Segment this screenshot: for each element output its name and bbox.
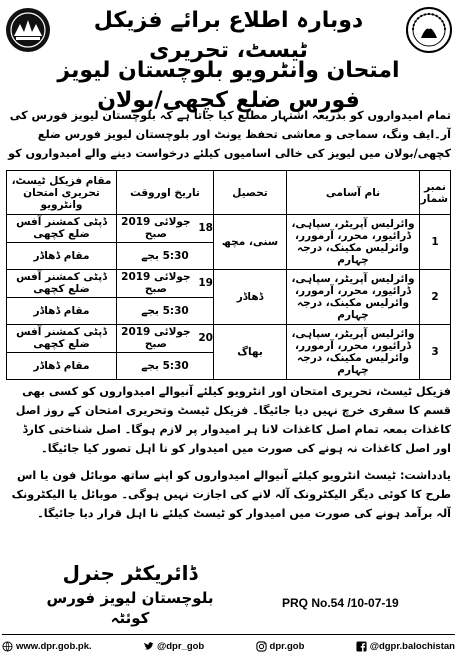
header-venue: مقام فزیکل ٹیسٹ، تحریری امتحان وانٹرویو [7, 171, 117, 215]
row-date [117, 215, 214, 270]
row-venue [7, 215, 117, 270]
date-day: 20 [198, 332, 213, 345]
venue-bottom: مقام ڈھاڈر [7, 352, 116, 380]
instagram-icon [256, 641, 267, 652]
facebook-icon [356, 641, 367, 652]
levies-emblem-icon [4, 6, 52, 54]
footer-website-text: www.dpr.gob.pk. [16, 640, 92, 652]
row-tehsil: بھاگ [214, 325, 287, 380]
globe-icon [2, 641, 13, 652]
row-number: 3 [420, 325, 451, 380]
reminder-paragraph: یادداشت: ٹیسٹ انٹرویو کیلئے آنیوالے امیدواروں کو اپنے ساتھ موبائل فون یا اس طرح کا کوئی دیگر الیکٹرونک آلہ لانے کی اجازت نہیں ہوگی۔ موبائل یا الیکٹرونک آلہ برآمد ہونے کی صورت میں امیدوار کو ٹیسٹ کیلئے نا اہل قرار دیا جائیگا۔ [11, 469, 451, 520]
heading-line1: دوبارہ اطلاع برائے فزیکل ٹیسٹ، تحریری [93, 8, 364, 63]
row-post: وائرلیس آپریٹر، سپاہی، ڈرائیور، محرر، آرمورر، وائرلیس مکینک، درجہ چہارم [287, 215, 420, 270]
date-rest: جولائی 2019 صبح [121, 326, 191, 351]
row-tehsil: سنی، مچھ [214, 215, 287, 270]
row-date [117, 270, 214, 325]
footer-twitter[interactable] [143, 641, 204, 652]
intro-paragraph: تمام امیدواروں کو بذریعہ اشتہار مطلع کیا جاتا ہے کہ بلوچستان لیویز فورس کی آر۔ایف ونگ، سماجی و معاشی تحفظ یونٹ اور بلوچستان لیویز فورس ضلع کچھی/بولان میں لیویز کی خالی اسامیوں کیلئے درخواست دینے والے امیدواروں کو [8, 109, 451, 160]
row-number: 2 [420, 270, 451, 325]
header-tehsil: تحصیل [214, 171, 287, 215]
footer-twitter-text: @dpr_gob [156, 640, 205, 652]
row-tehsil: ڈھاڈر [214, 270, 287, 325]
prq-number: PRQ No.54 /10-07-19 [282, 596, 399, 610]
header-post: نام آسامی [287, 171, 420, 215]
date-time: 5:30 بجے [117, 297, 213, 325]
row-venue [7, 325, 117, 380]
venue-bottom: مقام ڈھاڈر [7, 297, 116, 325]
table-row [7, 270, 451, 325]
date-rest: جولائی 2019 صبح [121, 271, 191, 296]
venue-top: ڈپٹی کمشنر آفس ضلع کچھی [16, 216, 107, 241]
date-rest: جولائی 2019 صبح [121, 216, 191, 241]
row-post: وائرلیس آپریٹر، سپاہی، ڈرائیور، محرر، آرمورر، وائرلیس مکینک، درجہ چہارم [287, 270, 420, 325]
row-number: 1 [420, 215, 451, 270]
footer-facebook[interactable] [356, 641, 455, 652]
header [0, 0, 457, 113]
twitter-icon [143, 641, 154, 652]
signature-organization: بلوچستان لیویز فورس کوئٹہ [46, 589, 214, 627]
header-date: تاریخ اوروقت [117, 171, 214, 215]
government-seal-icon [405, 6, 453, 54]
schedule-table [6, 170, 451, 380]
table-row [7, 215, 451, 270]
venue-top: ڈپٹی کمشنر آفس ضلع کچھی [16, 271, 107, 296]
date-time: 5:30 بجے [117, 242, 213, 270]
venue-bottom: مقام ڈھاڈر [7, 242, 116, 270]
footer [2, 634, 455, 657]
footer-facebook-text: @dgpr.balochistan [369, 640, 455, 652]
row-date [117, 325, 214, 380]
heading-line2: امتحان وانٹرویو بلوچستان لیویز فورس ضلع کچھی/بولان [57, 58, 400, 113]
row-post: وائرلیس آپریٹر، سپاہی، ڈرائیور، محرر، آرمورر، وائرلیس مکینک، درجہ چہارم [287, 325, 420, 380]
venue-top: ڈپٹی کمشنر آفس ضلع کچھی [16, 326, 107, 351]
signature-title: ڈائریکٹر جنرل [62, 561, 198, 585]
date-day: 18 [198, 222, 213, 235]
header-number: نمبر شمار [420, 171, 451, 215]
footer-instagram[interactable] [256, 641, 305, 652]
row-venue [7, 270, 117, 325]
table-row [7, 325, 451, 380]
table-header-row [7, 171, 451, 215]
conditions-paragraph: فزیکل ٹیسٹ، تحریری امتحان اور انٹرویو کیلئے آنیوالے امیدواروں کو کسی بھی قسم کا سفری خرچ نہیں دیا جائیگا۔ فزیکل ٹیسٹ وتحریری امتحان کے روز اصل کاغذات بمعہ تمام اصل کاغذات لانا ہر امیدوار پر لازم ہوگا۔ اصل شناختی کارڈ اور اصل کاغذات نہ ہونے کی صورت میں امیدوار کو نا اہل تصور کیا جائیگا۔ [15, 385, 451, 455]
footer-website[interactable] [2, 641, 92, 652]
date-time: 5:30 بجے [117, 352, 213, 380]
date-day: 19 [198, 277, 213, 290]
footer-instagram-text: dpr.gob [269, 640, 305, 652]
